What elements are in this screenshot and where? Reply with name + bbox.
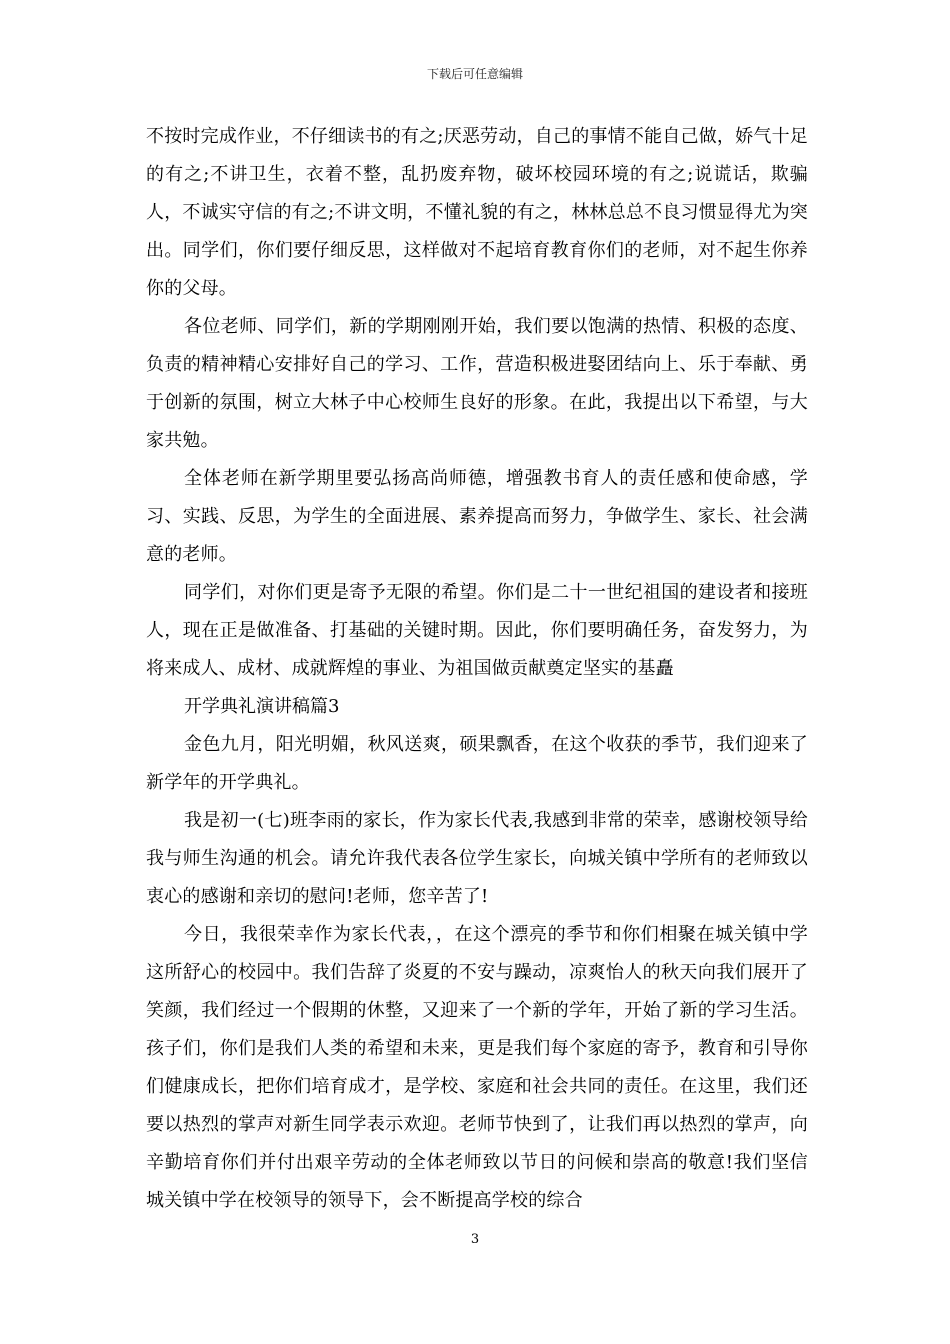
paragraph-1: 不按时完成作业，不仔细读书的有之;厌恶劳动，自己的事情不能自己做，娇气十足的有之;不讲卫生，衣着不整，乱扔废弃物，破坏校园环境的有之;说谎话，欺骗人，不诚实守信的有之;不讲文明，不懂礼貌的有之，林林总总不良习惯显得尤为突出。同学们，你们要仔细反思，这样做对不起培育教育你们的老师，对不起生你养你的父母。 xyxy=(146,126,808,299)
paragraph-2: 各位老师、同学们，新的学期刚刚开始，我们要以饱满的热情、积极的态度、负责的精神精心安排好自己的学习、工作，营造积极进娶团结向上、乐于奉献、勇于创新的氛围，树立大林子中心校师生良好的形象。在此，我提出以下希望，与大家共勉。 xyxy=(146,316,808,451)
section-heading: 开学典礼演讲稿篇3 xyxy=(184,696,340,717)
paragraph-5: 金色九月，阳光明媚，秋风送爽，硕果飘香，在这个收获的季节，我们迎来了新学年的开学典礼。 xyxy=(146,734,808,793)
page-header: 下载后可任意编辑 xyxy=(426,67,523,81)
paragraph-7: 今日，我很荣幸作为家长代表，，在这个漂亮的季节和你们相聚在城关镇中学这所舒心的校园中。我们告辞了炎夏的不安与躁动，凉爽怡人的秋天向我们展开了笑颜，我们经过一个假期的休整，又迎来了一个新的学年，开始了新的学习生活。孩子们，你们是我们人类的希望和未来，更是我们每个家庭的寄予，教育和引导你们健康成长，把你们培育成才，是学校、家庭和社会共同的责任。在这里，我们还要以热烈的掌声对新生同学表示欢迎。老师节快到了，让我们再以热烈的掌声，向辛勤培育你们并付出艰辛劳动的全体老师致以节日的问候和崇高的敬意!我们坚信城关镇中学在校领导的领导下，会不断提高学校的综合 xyxy=(146,924,808,1211)
paragraph-4: 同学们，对你们更是寄予无限的希望。你们是二十一世纪祖国的建设者和接班人，现在正是做准备、打基础的关键时期。因此，你们要明确任务，奋发努力，为将来成人、成材、成就辉煌的事业、为祖国做贡献奠定坚实的基矗 xyxy=(146,582,808,679)
paragraph-6: 我是初一(七)班李雨的家长，作为家长代表,我感到非常的荣幸，感谢校领导给我与师生沟通的机会。请允许我代表各位学生家长，向城关镇中学所有的老师致以衷心的感谢和亲切的慰问!老师，您辛苦了! xyxy=(146,810,808,907)
paragraph-3: 全体老师在新学期里要弘扬高尚师德，增强教书育人的责任感和使命感，学习、实践、反思，为学生的全面进展、素养提高而努力，争做学生、家长、社会满意的老师。 xyxy=(146,468,808,565)
page-number: 3 xyxy=(470,1232,480,1247)
document-body xyxy=(146,118,808,1220)
